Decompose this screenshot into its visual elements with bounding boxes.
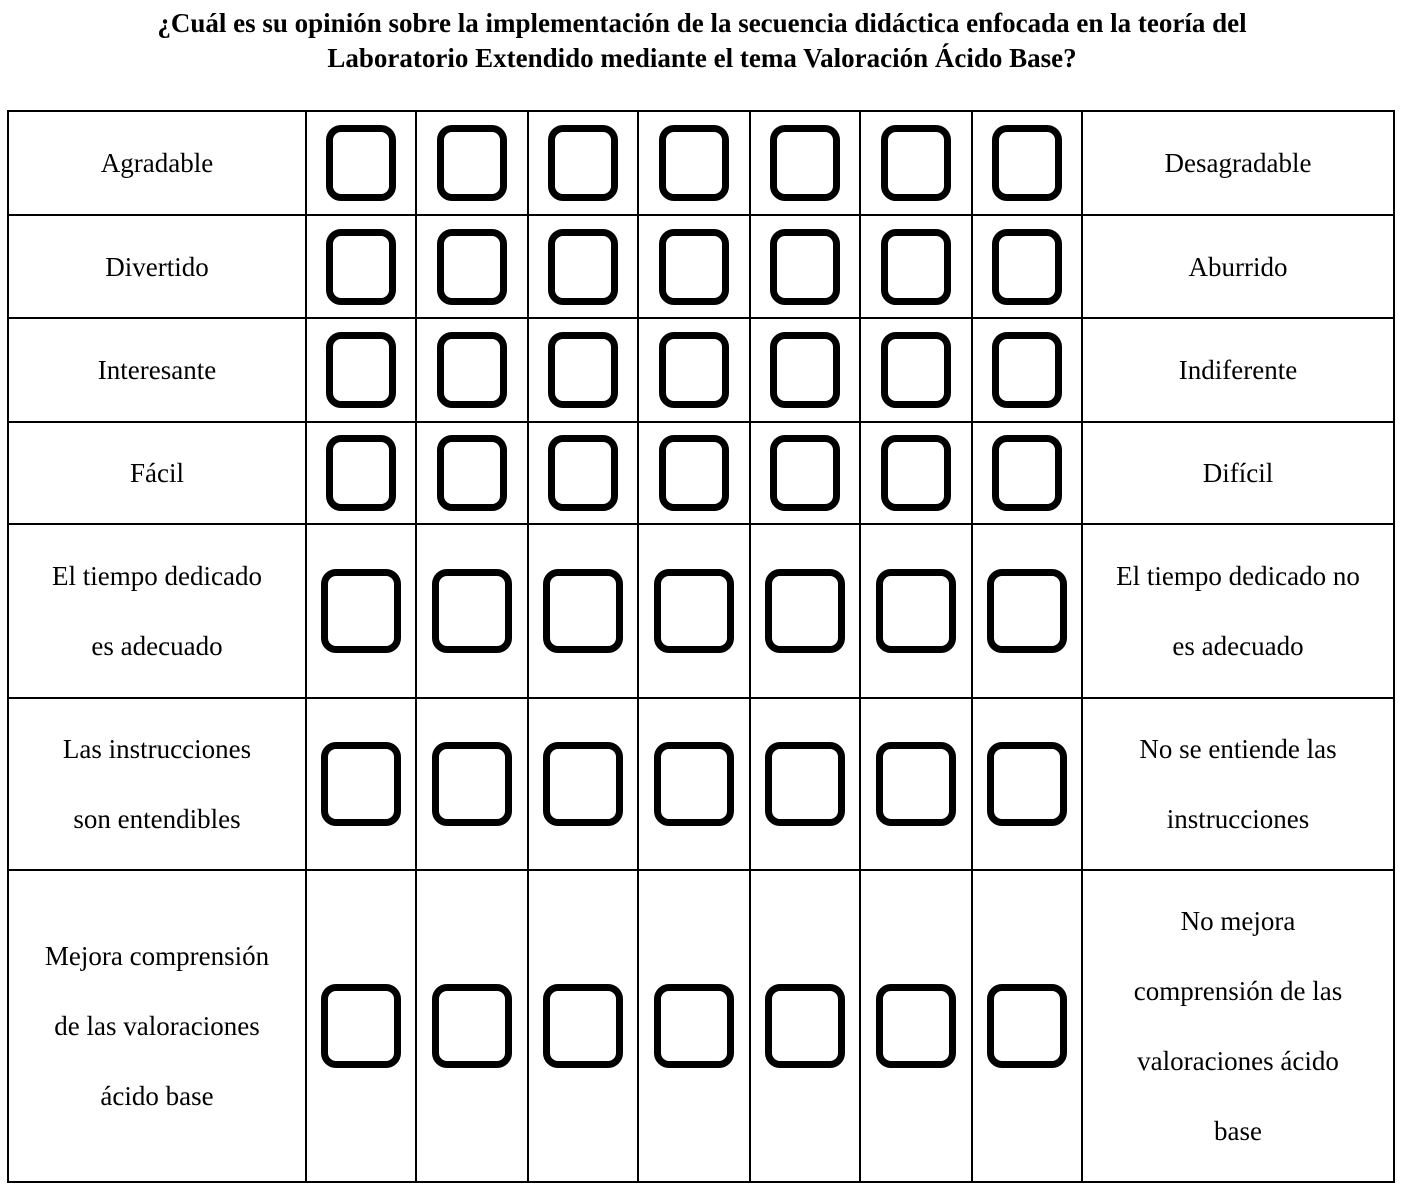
scale-option-cell — [528, 318, 638, 422]
rating-checkbox[interactable] — [432, 984, 512, 1068]
rating-checkbox[interactable] — [543, 742, 623, 826]
rating-checkbox[interactable] — [881, 125, 951, 201]
rating-checkbox[interactable] — [881, 435, 951, 511]
rating-checkbox[interactable] — [432, 742, 512, 826]
rating-checkbox[interactable] — [321, 742, 401, 826]
anchor-text-line: Las instrucciones — [62, 734, 252, 764]
semantic-differential-table — [7, 110, 1395, 1183]
scale-option-cell — [750, 111, 860, 215]
rating-checkbox[interactable] — [437, 125, 507, 201]
scale-option-cell — [638, 870, 750, 1182]
anchor-text-line: No se entiende las — [1139, 734, 1337, 764]
rating-row — [8, 111, 1394, 215]
anchor-text-line: No mejora — [1180, 906, 1296, 936]
negative-anchor-label — [1082, 870, 1394, 1182]
rating-checkbox[interactable] — [992, 229, 1062, 305]
rating-checkbox[interactable] — [654, 569, 734, 653]
scale-option-cell — [528, 111, 638, 215]
scale-option-cell — [306, 422, 416, 524]
rating-checkbox[interactable] — [992, 435, 1062, 511]
scale-option-cell — [860, 422, 972, 524]
rating-checkbox[interactable] — [437, 229, 507, 305]
rating-checkbox[interactable] — [321, 984, 401, 1068]
rating-checkbox[interactable] — [770, 229, 840, 305]
rating-checkbox[interactable] — [548, 435, 618, 511]
rating-checkbox[interactable] — [881, 332, 951, 408]
anchor-text-line: ácido base — [100, 1081, 214, 1111]
positive-anchor-label — [8, 318, 306, 422]
rating-checkbox[interactable] — [659, 435, 729, 511]
scale-option-cell — [860, 111, 972, 215]
positive-anchor-label — [8, 524, 306, 698]
rating-checkbox[interactable] — [992, 332, 1062, 408]
scale-option-cell — [416, 215, 528, 318]
scale-option-cell — [638, 318, 750, 422]
scale-option-cell — [416, 111, 528, 215]
scale-option-cell — [306, 524, 416, 698]
scale-option-cell — [750, 524, 860, 698]
scale-option-cell — [860, 698, 972, 870]
scale-option-cell — [750, 215, 860, 318]
rating-checkbox[interactable] — [437, 332, 507, 408]
rating-checkbox[interactable] — [326, 332, 396, 408]
rating-checkbox[interactable] — [881, 229, 951, 305]
rating-row — [8, 318, 1394, 422]
anchor-text-line: Divertido — [105, 251, 209, 282]
rating-checkbox[interactable] — [321, 569, 401, 653]
scale-option-cell — [528, 698, 638, 870]
rating-row — [8, 870, 1394, 1182]
scale-option-cell — [972, 318, 1082, 422]
rating-checkbox[interactable] — [876, 984, 956, 1068]
scale-option-cell — [972, 215, 1082, 318]
negative-anchor-label — [1082, 698, 1394, 870]
scale-option-cell — [860, 318, 972, 422]
rating-row — [8, 698, 1394, 870]
scale-option-cell — [638, 698, 750, 870]
rating-checkbox[interactable] — [876, 569, 956, 653]
scale-option-cell — [972, 870, 1082, 1182]
scale-option-cell — [750, 698, 860, 870]
scale-option-cell — [972, 698, 1082, 870]
negative-anchor-label — [1082, 524, 1394, 698]
anchor-text-line: Indiferente — [1178, 355, 1298, 385]
anchor-text-line: El tiempo dedicado no — [1116, 561, 1360, 591]
anchor-text-line: es adecuado — [1172, 631, 1304, 661]
rating-checkbox[interactable] — [432, 569, 512, 653]
rating-checkbox[interactable] — [770, 125, 840, 201]
positive-anchor-label — [8, 870, 306, 1182]
rating-checkbox[interactable] — [992, 125, 1062, 201]
rating-checkbox[interactable] — [987, 984, 1067, 1068]
anchor-text-line: El tiempo dedicado — [52, 561, 262, 591]
scale-option-cell — [750, 870, 860, 1182]
rating-checkbox[interactable] — [765, 984, 845, 1068]
rating-checkbox[interactable] — [326, 125, 396, 201]
scale-option-cell — [972, 422, 1082, 524]
anchor-text-line: de las valoraciones — [54, 1011, 260, 1041]
scale-option-cell — [306, 111, 416, 215]
rating-row — [8, 215, 1394, 318]
scale-option-cell — [416, 318, 528, 422]
rating-checkbox[interactable] — [659, 125, 729, 201]
rating-checkbox[interactable] — [654, 742, 734, 826]
scale-option-cell — [528, 524, 638, 698]
rating-row — [8, 422, 1394, 524]
negative-anchor-label — [1082, 111, 1394, 215]
rating-checkbox[interactable] — [326, 435, 396, 511]
positive-anchor-label — [8, 215, 306, 318]
rating-checkbox[interactable] — [770, 435, 840, 511]
scale-option-cell — [638, 215, 750, 318]
scale-option-cell — [416, 698, 528, 870]
anchor-text-line: es adecuado — [91, 631, 223, 661]
anchor-text-line: comprensión de las — [1133, 976, 1343, 1006]
rating-checkbox[interactable] — [987, 742, 1067, 826]
anchor-text-line: Difícil — [1202, 458, 1274, 488]
rating-checkbox[interactable] — [659, 332, 729, 408]
negative-anchor-label — [1082, 422, 1394, 524]
negative-anchor-label — [1082, 215, 1394, 318]
anchor-text-line: Agradable — [100, 148, 214, 178]
scale-option-cell — [306, 215, 416, 318]
rating-checkbox[interactable] — [548, 125, 618, 201]
rating-checkbox[interactable] — [654, 984, 734, 1068]
survey-question-title — [20, 6, 1384, 76]
anchor-text-line: Fácil — [130, 458, 184, 488]
rating-row — [8, 524, 1394, 698]
rating-checkbox[interactable] — [543, 569, 623, 653]
title-line-2: Laboratorio Extendido mediante el tema Valoración Ácido Base? — [327, 43, 1077, 73]
scale-option-cell — [416, 422, 528, 524]
title-line-1: ¿Cuál es su opinión sobre la implementación de la secuencia didáctica enfocada en la teoría del — [157, 8, 1247, 38]
positive-anchor-label — [8, 422, 306, 524]
rating-checkbox[interactable] — [437, 435, 507, 511]
anchor-text-line: Aburrido — [1188, 251, 1288, 282]
scale-option-cell — [972, 111, 1082, 215]
scale-option-cell — [638, 524, 750, 698]
rating-checkbox[interactable] — [987, 569, 1067, 653]
anchor-text-line: Desagradable — [1164, 148, 1312, 178]
rating-checkbox[interactable] — [548, 332, 618, 408]
scale-option-cell — [528, 215, 638, 318]
anchor-text-line: base — [1214, 1116, 1262, 1146]
negative-anchor-label — [1082, 318, 1394, 422]
scale-option-cell — [750, 318, 860, 422]
rating-checkbox[interactable] — [770, 332, 840, 408]
scale-option-cell — [306, 318, 416, 422]
positive-anchor-label — [8, 111, 306, 215]
scale-option-cell — [528, 870, 638, 1182]
scale-option-cell — [860, 215, 972, 318]
scale-option-cell — [306, 698, 416, 870]
rating-checkbox[interactable] — [548, 229, 618, 305]
anchor-text-line: instrucciones — [1166, 804, 1310, 834]
anchor-text-line: son entendibles — [73, 804, 241, 834]
scale-option-cell — [416, 870, 528, 1182]
scale-option-cell — [528, 422, 638, 524]
rating-checkbox[interactable] — [543, 984, 623, 1068]
rating-checkbox[interactable] — [876, 742, 956, 826]
positive-anchor-label — [8, 698, 306, 870]
rating-checkbox[interactable] — [659, 229, 729, 305]
scale-option-cell — [638, 422, 750, 524]
anchor-text-line: Interesante — [97, 355, 217, 385]
anchor-text-line: Mejora comprensión — [44, 941, 270, 971]
rating-checkbox[interactable] — [765, 742, 845, 826]
scale-option-cell — [638, 111, 750, 215]
anchor-text-line: valoraciones ácido — [1137, 1046, 1339, 1076]
scale-option-cell — [750, 422, 860, 524]
rating-checkbox[interactable] — [765, 569, 845, 653]
scale-option-cell — [306, 870, 416, 1182]
scale-option-cell — [860, 524, 972, 698]
rating-checkbox[interactable] — [326, 229, 396, 305]
scale-option-cell — [860, 870, 972, 1182]
scale-option-cell — [416, 524, 528, 698]
scale-option-cell — [972, 524, 1082, 698]
